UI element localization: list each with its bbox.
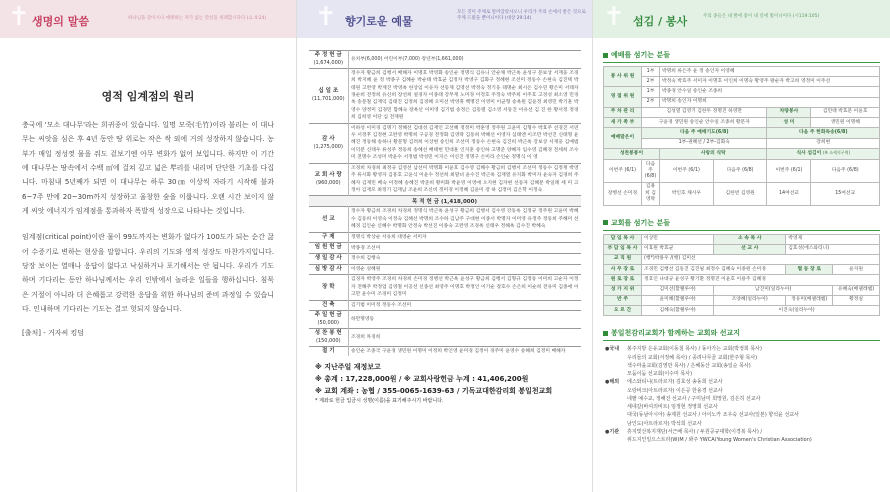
- section-heading-worship: [603, 50, 880, 63]
- panel-title: 향기로운 예물: [345, 15, 413, 28]
- table-row: [604, 87, 880, 97]
- article-title: 영적 임계점의 원리: [101, 90, 195, 103]
- mission-lines: [627, 378, 799, 428]
- table-cell: 윤미혜(할렐루야): [642, 295, 714, 305]
- table-cell: 선 교 사: [714, 244, 786, 254]
- offering-names: 이하성 이미경 김명기 정혜선 김대성 김재인 고선혜 정정미 박훈영 정주원 고윤미 김형수 박효주 선경진 서연우 서정후 김정현 고완영 박명희 구공경 전정화 김영락 김동희 박혜선 이영자 심태엔 이조만 박선진 신태형 윤혜진 정동해 송하나 황문형 김려희 이상현 송인희 조선미 정동수 손현숙 김진희 박근옥 강보상 서재웅 김예범 이덕분 신태우 류성주 정동희 송혜선 배태헌 민대훈 인지훈 송인하 고명준 양혜자 임수영 김혜경 전세희 조수미 전명수 조성미 박윤수 서정범 박성민 이지은 이신진 정명구 손미라 손인순 정명식 이 영: [349, 123, 581, 163]
- mission-line: 봉주지방 은유교회(이동칠 목사) / 동아가는 교회(박정희 목사): [627, 346, 762, 353]
- section-heading-mission: [603, 328, 880, 341]
- table-cell: 교 직 원: [604, 254, 642, 264]
- header-word: [0, 0, 296, 38]
- table-cell: 박인호 채시우: [660, 182, 714, 205]
- offering-names: 이영순 성혜원: [349, 264, 581, 275]
- square-bullet-icon: [603, 53, 608, 58]
- table-cell: 원 로 장 로: [604, 275, 642, 285]
- section-title: 교회를 섬기는 분들: [611, 218, 670, 227]
- mission-line: 남인도(아트라르자) 박석희 선교사: [627, 420, 702, 427]
- offering-names: 송인순 조종국 구윤경 생민원 이명미 이정희 박인영 윤미경 김정이 경주미 윤영수 송해희 김정미 배해자: [349, 346, 581, 356]
- table-cell: 2부: [642, 97, 660, 107]
- table-cell: 이상민: [642, 234, 714, 244]
- subheading-cell: 목 적 헌 금 (1,418,000): [309, 196, 581, 207]
- table-cell: 유혜숙(베델레헴): [833, 285, 880, 295]
- table-cell: 이번주 (6/1): [604, 160, 642, 183]
- mission-line: 모둠이둠 선교회(이수미 목사): [627, 371, 693, 378]
- table-cell: 김효성(에스와티니): [786, 244, 880, 254]
- table-row: [309, 243, 581, 254]
- offering-amount: (150,000): [315, 337, 341, 344]
- table-cell: 이효원 박효균: [642, 244, 714, 254]
- table-cell: 새 가 족 부: [604, 118, 642, 128]
- table-cell: 협 동 장 로: [786, 265, 833, 275]
- panel-title: 섬김 / 봉사: [633, 15, 688, 28]
- offering-label: 교 회 사 랑 (960,000): [309, 163, 349, 196]
- table-row: [309, 275, 581, 300]
- table-row: [604, 182, 880, 205]
- table-cell: 김민태 박효문 이윤호: [811, 107, 880, 117]
- square-bullet-icon: [603, 220, 608, 225]
- table-cell: 김한빈 김영원: [713, 182, 767, 205]
- table-cell: 오 르 간: [604, 306, 642, 316]
- offering-label: 주 정 헌 금 (1,674,000): [309, 51, 349, 69]
- cross-icon: ✝: [603, 2, 625, 32]
- mission-line: 우리들의 교회(서정혜 목사) / 종려나무골 교회(한주형 목사): [627, 354, 758, 361]
- table-row: [309, 163, 581, 196]
- offering-label: 십 일 조 (11,701,000): [309, 68, 349, 123]
- panel-title: 생명의 말씀: [32, 15, 89, 28]
- table-row: [309, 300, 581, 311]
- panel-service: [593, 0, 890, 492]
- table-cell: 15여선교: [811, 182, 880, 205]
- offering-amount: (11,701,000): [311, 96, 345, 102]
- table-cell: 부 담 임 목 사: [604, 244, 642, 254]
- offering-label: 절 기: [309, 346, 349, 356]
- offering-amount: (50,000): [317, 320, 339, 327]
- mission-lines: [627, 428, 812, 445]
- table-row: [309, 254, 581, 265]
- mission-item: [605, 378, 880, 428]
- table-cell: 김미선(할렐루야): [642, 285, 714, 295]
- table-row: [309, 51, 581, 69]
- cross-icon: ✝: [315, 2, 337, 32]
- table-cell: 성찬봉봉이: [604, 148, 660, 159]
- table-cell: 차량봉사: [767, 107, 811, 117]
- table-row: [309, 123, 581, 163]
- offering-amount: (1,275,000): [313, 143, 343, 150]
- table-cell: 이번주 (6/1): [660, 160, 714, 183]
- report-totals: ※ 총계 : 17,228,000원 / ※ 교회사랑헌금 누계 : 41,406,200원: [315, 375, 529, 384]
- table-cell: 영 접 위 원: [604, 87, 642, 107]
- header-offerings: [297, 0, 592, 38]
- offering-label: 생 일 감 사: [309, 254, 349, 265]
- table-cell: 다음주 (6/8): [811, 160, 880, 183]
- header-service: [593, 0, 890, 38]
- table-row: [604, 265, 880, 275]
- cross-icon: ✝: [8, 2, 30, 32]
- panel-subtitle: 모든 것이 주께로 말미암았사오니 우리가 주의 손에서 받은 것으로 주께 드렸을 뿐이니이다 (대상 29:14): [457, 10, 586, 21]
- finance-report: [315, 362, 582, 405]
- table-cell: 주 차 관 리: [604, 107, 642, 117]
- table-cell: 반 주: [604, 295, 642, 305]
- article-source: [출처] - 거자씨 킹덤: [22, 329, 84, 338]
- offering-label: 장 학: [309, 275, 349, 300]
- table-row: [604, 118, 880, 128]
- table-row: [604, 160, 880, 183]
- panel-offerings: [296, 0, 593, 492]
- offering-names: 조경희 차경희: [349, 329, 581, 347]
- table-cell: 장병선 손미경: [604, 182, 642, 205]
- table-cell: [767, 148, 880, 159]
- table-row: [604, 244, 880, 254]
- table-row: [604, 306, 880, 316]
- offering-names: 정수자 황금희 김행서 배해자 이명호 박영화 송인순 정명식 김유니 안순채 박근옥 윤성구 문보상 서재웅 조경희 박지혜 윤 정 박종구 김혜순 박순태 박효균 김정자 박영구 김화구 정혜현 조선미 정동수 손현숙 김진택 박태원 고완영 박재진 박영옥 한상임 이유자 선동재 김영선 박정숙 정기웅 태명순 최시온 김수연 황은미 서태자 경순희 전정희 유신희 장선희 설경자 이종태 강무재 노미경 이정호 주정숙 박주희 이주호 고경성 최소영 민경옥 송문철 김재익 김태진 김정희 김경혜 오미선 박영휴 백명진 이영미 이균형 송옥원 김윤정 최영민 박기훈 박영수 양정미 김경민 함혜숙 장옥선 이미영 김기범 송정은 김동렬 김소영 서동진 이유선 김 진 한 황서정 정경희 김희영 이단 심 전재원: [349, 68, 581, 123]
- offering-table: [309, 50, 581, 356]
- table-cell: 황정실: [833, 295, 880, 305]
- offering-names: 김경자 박영주 조경희 차경희 손미경 정병선 박근옥 윤성구 황금희 김행서 김형규 김정동 이미희 고순자 이정자 전해주 박정업 김영철 이공선 신종선 최영주 이명호 박정인 이기순 장호수 손은희 이순희 전유미 김종애 이고만 윤수미 조경미 김정미: [349, 275, 581, 300]
- table-cell: 구윤경 생민원 송인순 안수일 조종희 황문자: [642, 118, 767, 128]
- table-cell: 이번주 (6/1): [767, 160, 811, 183]
- table-cell: 담 임 목 사: [604, 234, 642, 244]
- table-row: [604, 275, 880, 285]
- table-cell: 박영제: [786, 234, 880, 244]
- table-cell: 성 미: [767, 118, 811, 128]
- article-paragraph: 충국에 '모소 대나무'라는 희귀종이 있습니다. 일명 모죽(毛竹)이라 불리는 이 대나무는 씨앗을 심은 후 4년 동안 땅 위로는 작은 싹 외에 거의 성장하지 않습니다. 농부가 매일 정성껏 물을 줘도 겉보기엔 아무 변화가 없어 보입니다. 하지만 이 기간에 대나무는 땅속에서 수백 ㎡에 걸쳐 깊고 넓은 뿌리를 내리며 단단한 기초를 다집니다. 마침내 5년째가 되면 이 대나무는 하루 30㎝ 이상씩 자라기 시작해 불과 6~7주 만에 20~30m까지 성장하고 울창한 숲을 이룹니다. 오랜 시간 보이지 않게 씨앗 에너지가 임계점을 통과하자 폭발적 성장으로 나타나는 것입니다.: [22, 121, 274, 216]
- table-cell: 조경민 김행선 김동진 김진필 최정수 김혜숙 이종원 손미경: [642, 265, 786, 275]
- mission-category: ●기관: [605, 428, 620, 435]
- table-row: [604, 234, 880, 244]
- table-cell: 1부: [642, 87, 660, 97]
- offering-label: 감 사 (1,275,000): [309, 123, 349, 163]
- table-row: [309, 207, 581, 232]
- table-row: [604, 128, 880, 138]
- table-cell: 이진숙(일라누아): [714, 306, 880, 316]
- mission-line: 색수마을교회(김영만 목사) / 은혜동산 교회(송일순 목사): [627, 362, 751, 369]
- offering-names: 박종경 조선미: [349, 243, 581, 254]
- offering-label: 구 제: [309, 232, 349, 243]
- table-cell: 14여선교: [767, 182, 811, 205]
- table-cell: 윤지원: [833, 265, 880, 275]
- offering-label: 심 방 감 사: [309, 264, 349, 275]
- mission-line: 오랑비크(아트라르자) 이은공 한용경 선교사: [627, 387, 723, 394]
- table-row: [309, 329, 581, 347]
- offering-names: 김기범 이미정 정동수 조선미: [349, 300, 581, 311]
- offering-label: 선 교: [309, 207, 349, 232]
- panel-word-of-life: [0, 0, 296, 492]
- offering-names: 정수희 김행숙: [349, 254, 581, 265]
- table-cell: 남진미(일라누아): [714, 285, 833, 295]
- offering-names: 정수자 황금희 조경희 차경희 정명식 박근옥 윤성구 황금희 김행서 김수영 강동옥 김정규 정주원 고윤미 박혜수 김동희 이영숙 이정숙 김혜선 박명희 조수하 김남주 구대현 이종서 박명자 이미영 유정주 정동희 주해미 선혜경 김인순 신혜수 박명화 안정숙 박선진 이종숙 고완영 조경옥 신태우 정해옥 김수진 박혜숙: [349, 207, 581, 232]
- table-cell: 생민원 이명혜: [811, 118, 880, 128]
- worship-table: [603, 66, 880, 206]
- panel-subtitle: 하나님을 찾이시나 애태하는 자가 없는 만선을 세례합시다다 (요 4:24): [128, 16, 267, 21]
- table-cell: 성 가 지 위: [604, 285, 642, 295]
- offering-label: 성 찬 봉 헌 (150,000): [309, 329, 349, 347]
- table-cell: 조양혜(일라누아): [714, 295, 786, 305]
- table-cell: 김혜숙(할렐루야): [642, 306, 714, 316]
- table-row: [309, 311, 581, 329]
- table-row: [604, 138, 880, 148]
- section-title: 봉일천감리교회가 함께하는 교회와 선교지: [611, 329, 741, 338]
- table-cell: 박종경 안수일 송인순 조종희: [660, 87, 880, 97]
- cell-note: (※ 소세지구역): [822, 150, 851, 156]
- table-cell: 1부-권혜선 / 2부-김화숙: [642, 138, 767, 148]
- staff-table: [603, 234, 880, 317]
- table-row: [604, 295, 880, 305]
- offering-names: 정명식 박상순 서유희 대영순 서미자: [349, 232, 581, 243]
- mission-line: 휴지빛산복지재단(서근배 목사) / 두원공규대학(이경복 목사) /: [627, 428, 763, 435]
- offering-amount: (960,000): [315, 179, 341, 186]
- mission-item: [605, 428, 880, 445]
- table-cell: 김성열 김영기 김한두 정명진 하영만: [642, 107, 767, 117]
- mission-list: [605, 345, 880, 444]
- table-cell: 1부: [642, 67, 660, 77]
- offering-names: 유치부(6,000) 어린이부(7,000) 장년부(1,661,000): [349, 51, 581, 69]
- report-note: * 계좌로 헌금 입금시 성명(이름)을 표기해주시기 바랍니다.: [315, 398, 444, 405]
- article-paragraph: 임계점(critical point)이란 물이 99도까지는 변화가 없다가 100도가 되는 순간 끓어 수증기로 변하는 현상을 말합니다. 우리의 기도와 영적 성장도 마찬가지입니다. 당장 보이는 열매나 응답이 없다고 낙심하거나 포기해서는 안 됩니다. 우리가 기도하며 기다리는 동안 하나님께서는 우리 인밖에서 놀라운 일들을 행하십니다. 침묵은 거절이 아니라 더 은혜롭고 강력한 응답을 위한 하나님의 준비 과정일 수 있습니다. 인내하며 기다리는 기도는 결코 헛되지 않습니다.: [22, 233, 274, 314]
- table-row: [604, 285, 880, 295]
- table-cell: 봉 사 위 원: [604, 67, 642, 87]
- table-cell: 박정숙 박효주 서미자 이명호 이인희 이명숙 황영주 왕순자 박고희 영정미 이주선: [660, 77, 880, 87]
- table-cell: 소 속 목 사: [714, 234, 786, 244]
- article-body: [0, 118, 296, 316]
- offering-label: 임 원 헌 금: [309, 243, 349, 254]
- offering-names: 조경희 차경희 최정규 김영선 남선미 박명화 이윤호 김수영 김혜수 황금희 김행서 조선미 정동수 김정재 박영주 류시화 황영자 김흥호 고윤식 이윤수 정선희 최말녀 윤수진 박근옥 김재열 유지화 박미자 윤숙자 김경희 주혜자 김재민 배숙 이정혜 송혜진 박준희 황미화 박윤영 이영애 오지현 김자현 선동자 김혜분 박일례 세 미 고정아 김재모 최정기 김재남 조윤희 조신비 정미경 이정혜 김윤미 장 하 김정미 김은학 이정숙: [349, 163, 581, 196]
- table-row: [309, 232, 581, 243]
- mission-lines: [627, 345, 762, 378]
- table-row: [309, 346, 581, 356]
- table-row: [604, 254, 880, 264]
- table-cell: 2부: [642, 77, 660, 87]
- square-bullet-icon: [603, 331, 608, 336]
- mission-line: 위드지인일으스트라(W)M / 봐주 YWCA(Young Women's Christian Association): [627, 437, 812, 444]
- mission-line: 세네갈(바셔의비트) 임정현 정영희 선교사: [627, 404, 718, 411]
- mission-category: ●해외: [605, 379, 620, 386]
- table-cell: 정유미(베델레헴): [786, 295, 833, 305]
- table-row: [604, 77, 880, 87]
- table-cell: 예배말은이: [604, 128, 642, 148]
- mission-line: 대국(동남아시아) 송제원 선교사 / 아이노카 조우숙 선교사(일본) 향석윤 선교사: [627, 412, 799, 419]
- report-account: ※ 교회 계좌 : 농협 / 355-0065-1639-63 / 기독교대한감리회 봉일천교회: [315, 386, 553, 395]
- table-cell: 다음주 (6/8): [642, 160, 660, 183]
- table-row: [604, 97, 880, 107]
- offering-label: 건 축: [309, 300, 349, 311]
- section-title: 예배를 섬기는 분들: [611, 51, 670, 59]
- table-row: [604, 148, 880, 159]
- mission-line: 네팔 예수교, 정해진 선교사 / 구미남미 희망원, 김은히 선교사: [627, 395, 761, 402]
- table-row: [309, 264, 581, 275]
- table-cell: 다음주 (6/8): [713, 160, 767, 183]
- mission-category: ●국내: [605, 346, 620, 353]
- offering-label: 주 일 헌 금 (50,000): [309, 311, 349, 329]
- cell-text: 식사 섬김이: [796, 151, 822, 157]
- report-heading: ※ 지난주일 재정보고: [315, 363, 381, 372]
- table-cell: 강희현: [767, 138, 880, 148]
- mission-line: 에스와티니(트라르자) 김효성 송동희 선교사: [627, 379, 723, 386]
- table-cell: (행*)박용우 /(행) 김미선: [642, 254, 880, 264]
- table-cell: 다음 주 예배기도(6/8): [642, 128, 767, 138]
- table-row: [604, 107, 880, 117]
- table-cell: 다음 주 헌화독송(6/8): [767, 128, 880, 138]
- table-cell: 사랑의 식탁: [660, 148, 767, 159]
- table-row: [604, 67, 880, 77]
- section-heading-staff: [603, 218, 880, 231]
- table-cell: 박명희 송인자 이명희: [660, 97, 880, 107]
- table-cell: 김용희 김영락: [642, 182, 660, 205]
- table-cell: 박명희 류은주 윤 정 송인자 이영혜: [660, 67, 880, 77]
- panel-subtitle: 주의 종들은 내 발에 좋이 내 길에 빛이니이다 (시119:105): [703, 14, 820, 19]
- table-row: [309, 196, 581, 207]
- table-cell: 사 무 장 로: [604, 265, 642, 275]
- mission-item: [605, 345, 880, 378]
- table-cell: 정호인 나대규 윤성구 황기환 정명진 이윤호 이용주 김혜경: [642, 275, 880, 285]
- table-row: [309, 68, 581, 123]
- offering-amount: (1,674,000): [313, 59, 343, 66]
- offering-names: 하만명영동: [349, 311, 581, 329]
